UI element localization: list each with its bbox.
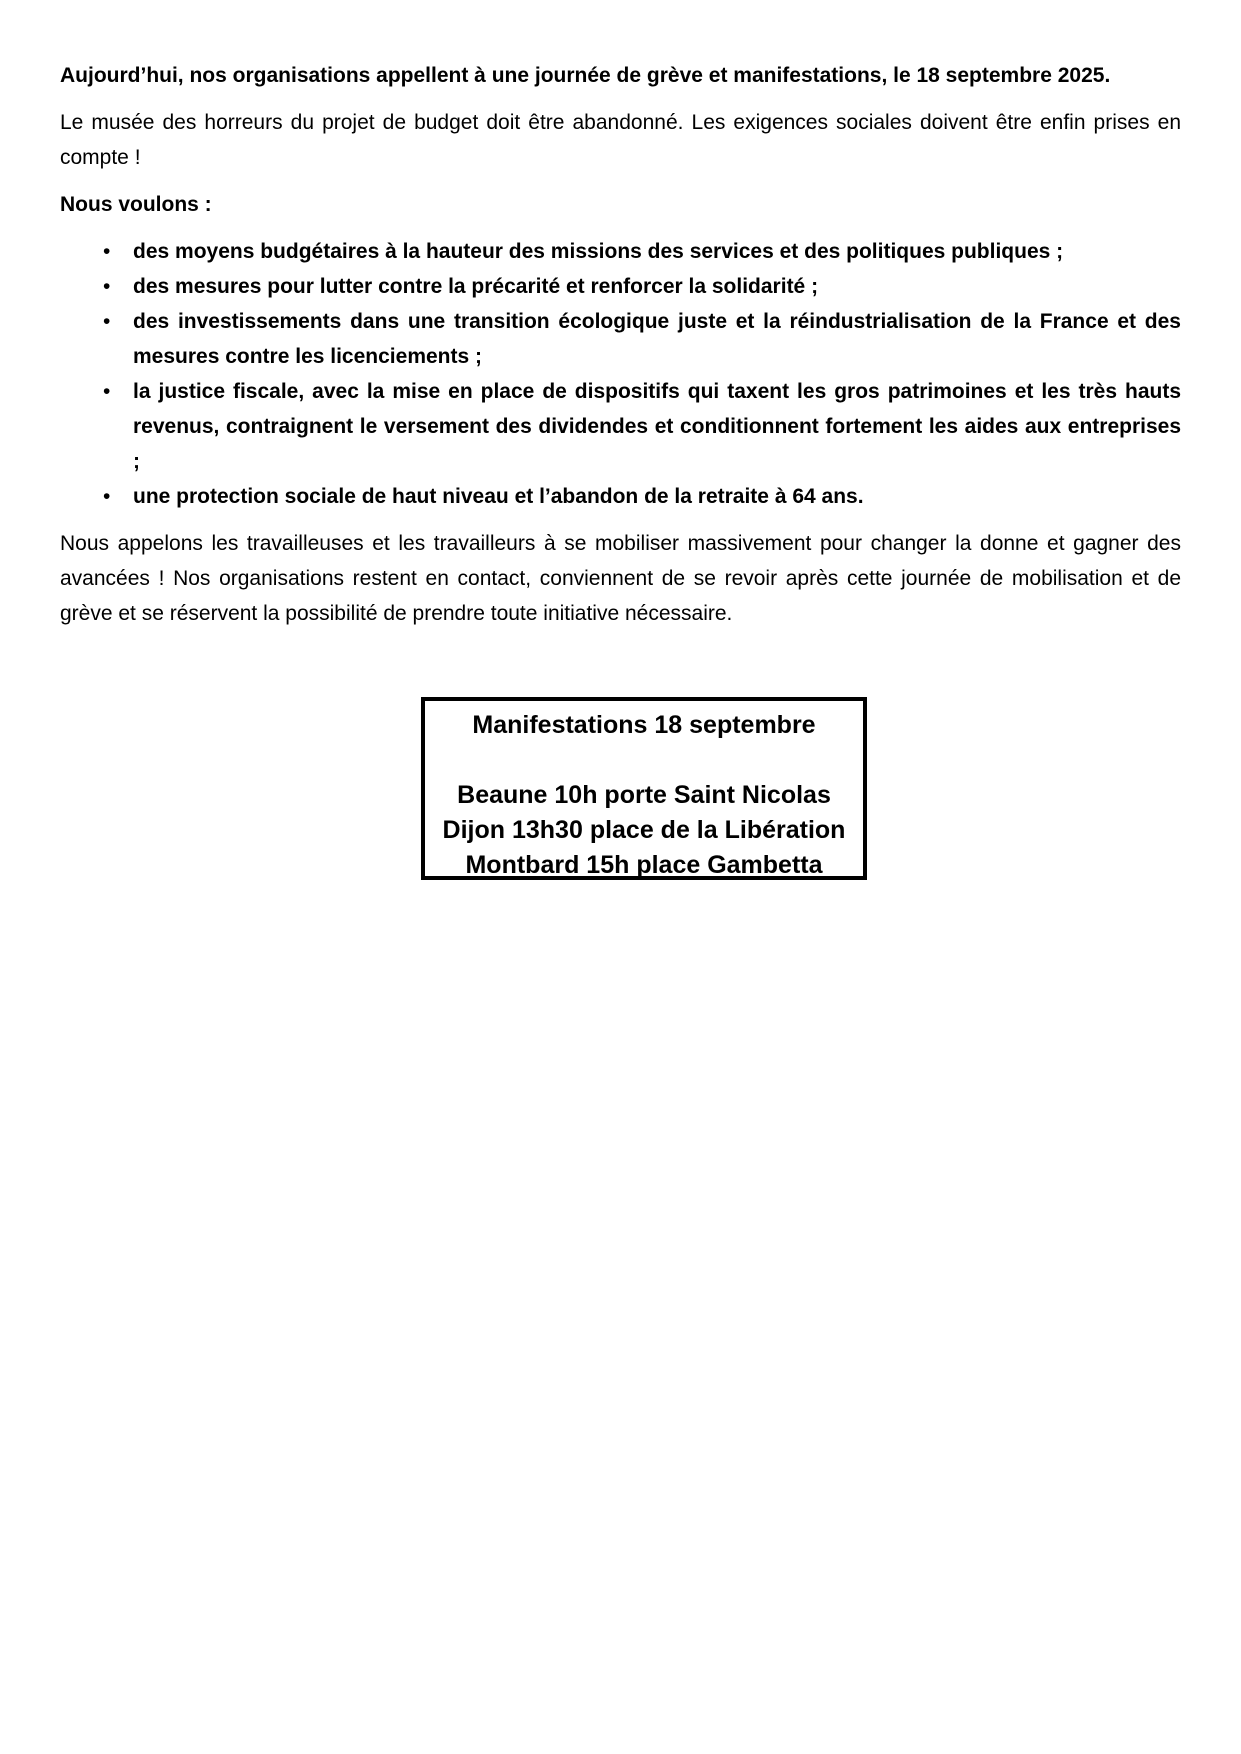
demand-text: des moyens budgétaires à la hauteur des missions des services et des politiques publiques ; (133, 240, 1064, 263)
demands-list (60, 234, 1181, 514)
bullet-icon: • (103, 485, 111, 508)
demands-heading: Nous voulons : (60, 193, 212, 216)
manifestations-box (421, 697, 867, 880)
demand-text: une protection sociale de haut niveau et l’abandon de la retraite à 64 ans. (133, 485, 864, 508)
manifestations-title: Manifestations 18 septembre (472, 711, 816, 739)
demand-item (60, 234, 1181, 269)
budget-paragraph: Le musée des horreurs du projet de budget doit être abandonné. Les exigences sociales doivent être enfin prises en compte ! (60, 111, 1181, 169)
bullet-icon: • (103, 275, 111, 298)
bullet-icon: • (103, 240, 111, 263)
demand-text: la justice fiscale, avec la mise en place de dispositifs qui taxent les gros patrimoines et les très hauts revenus, contraignent le versement des dividendes et conditionnent fortement les aides aux entreprises ; (133, 380, 1181, 473)
manifestation-location: Montbard 15h place Gambetta (465, 851, 823, 879)
demand-text: des investissements dans une transition écologique juste et la réindustrialisation de la France et des mesures contre les licenciements ; (133, 310, 1181, 368)
manifestation-location: Dijon 13h30 place de la Libération (442, 816, 846, 844)
manifestation-location: Beaune 10h porte Saint Nicolas (457, 781, 831, 809)
demand-item (60, 374, 1181, 479)
demand-item (60, 479, 1181, 514)
bullet-icon: • (103, 310, 111, 333)
closing-paragraph: Nous appelons les travailleuses et les travailleurs à se mobiliser massivement pour changer la donne et gagner des avancées ! Nos organisations restent en contact, conviennent de se revoir après cette journée de mobilisation et de grève et se réservent la possibilité de prendre toute initiative nécessaire. (60, 532, 1181, 625)
document-body (60, 58, 1181, 631)
demand-item (60, 269, 1181, 304)
intro-statement: Aujourd’hui, nos organisations appellent à une journée de grève et manifestations, le 18 septembre 2025. (60, 64, 1111, 87)
bullet-icon: • (103, 380, 111, 403)
demand-text: des mesures pour lutter contre la précarité et renforcer la solidarité ; (133, 275, 819, 298)
demand-item (60, 304, 1181, 374)
